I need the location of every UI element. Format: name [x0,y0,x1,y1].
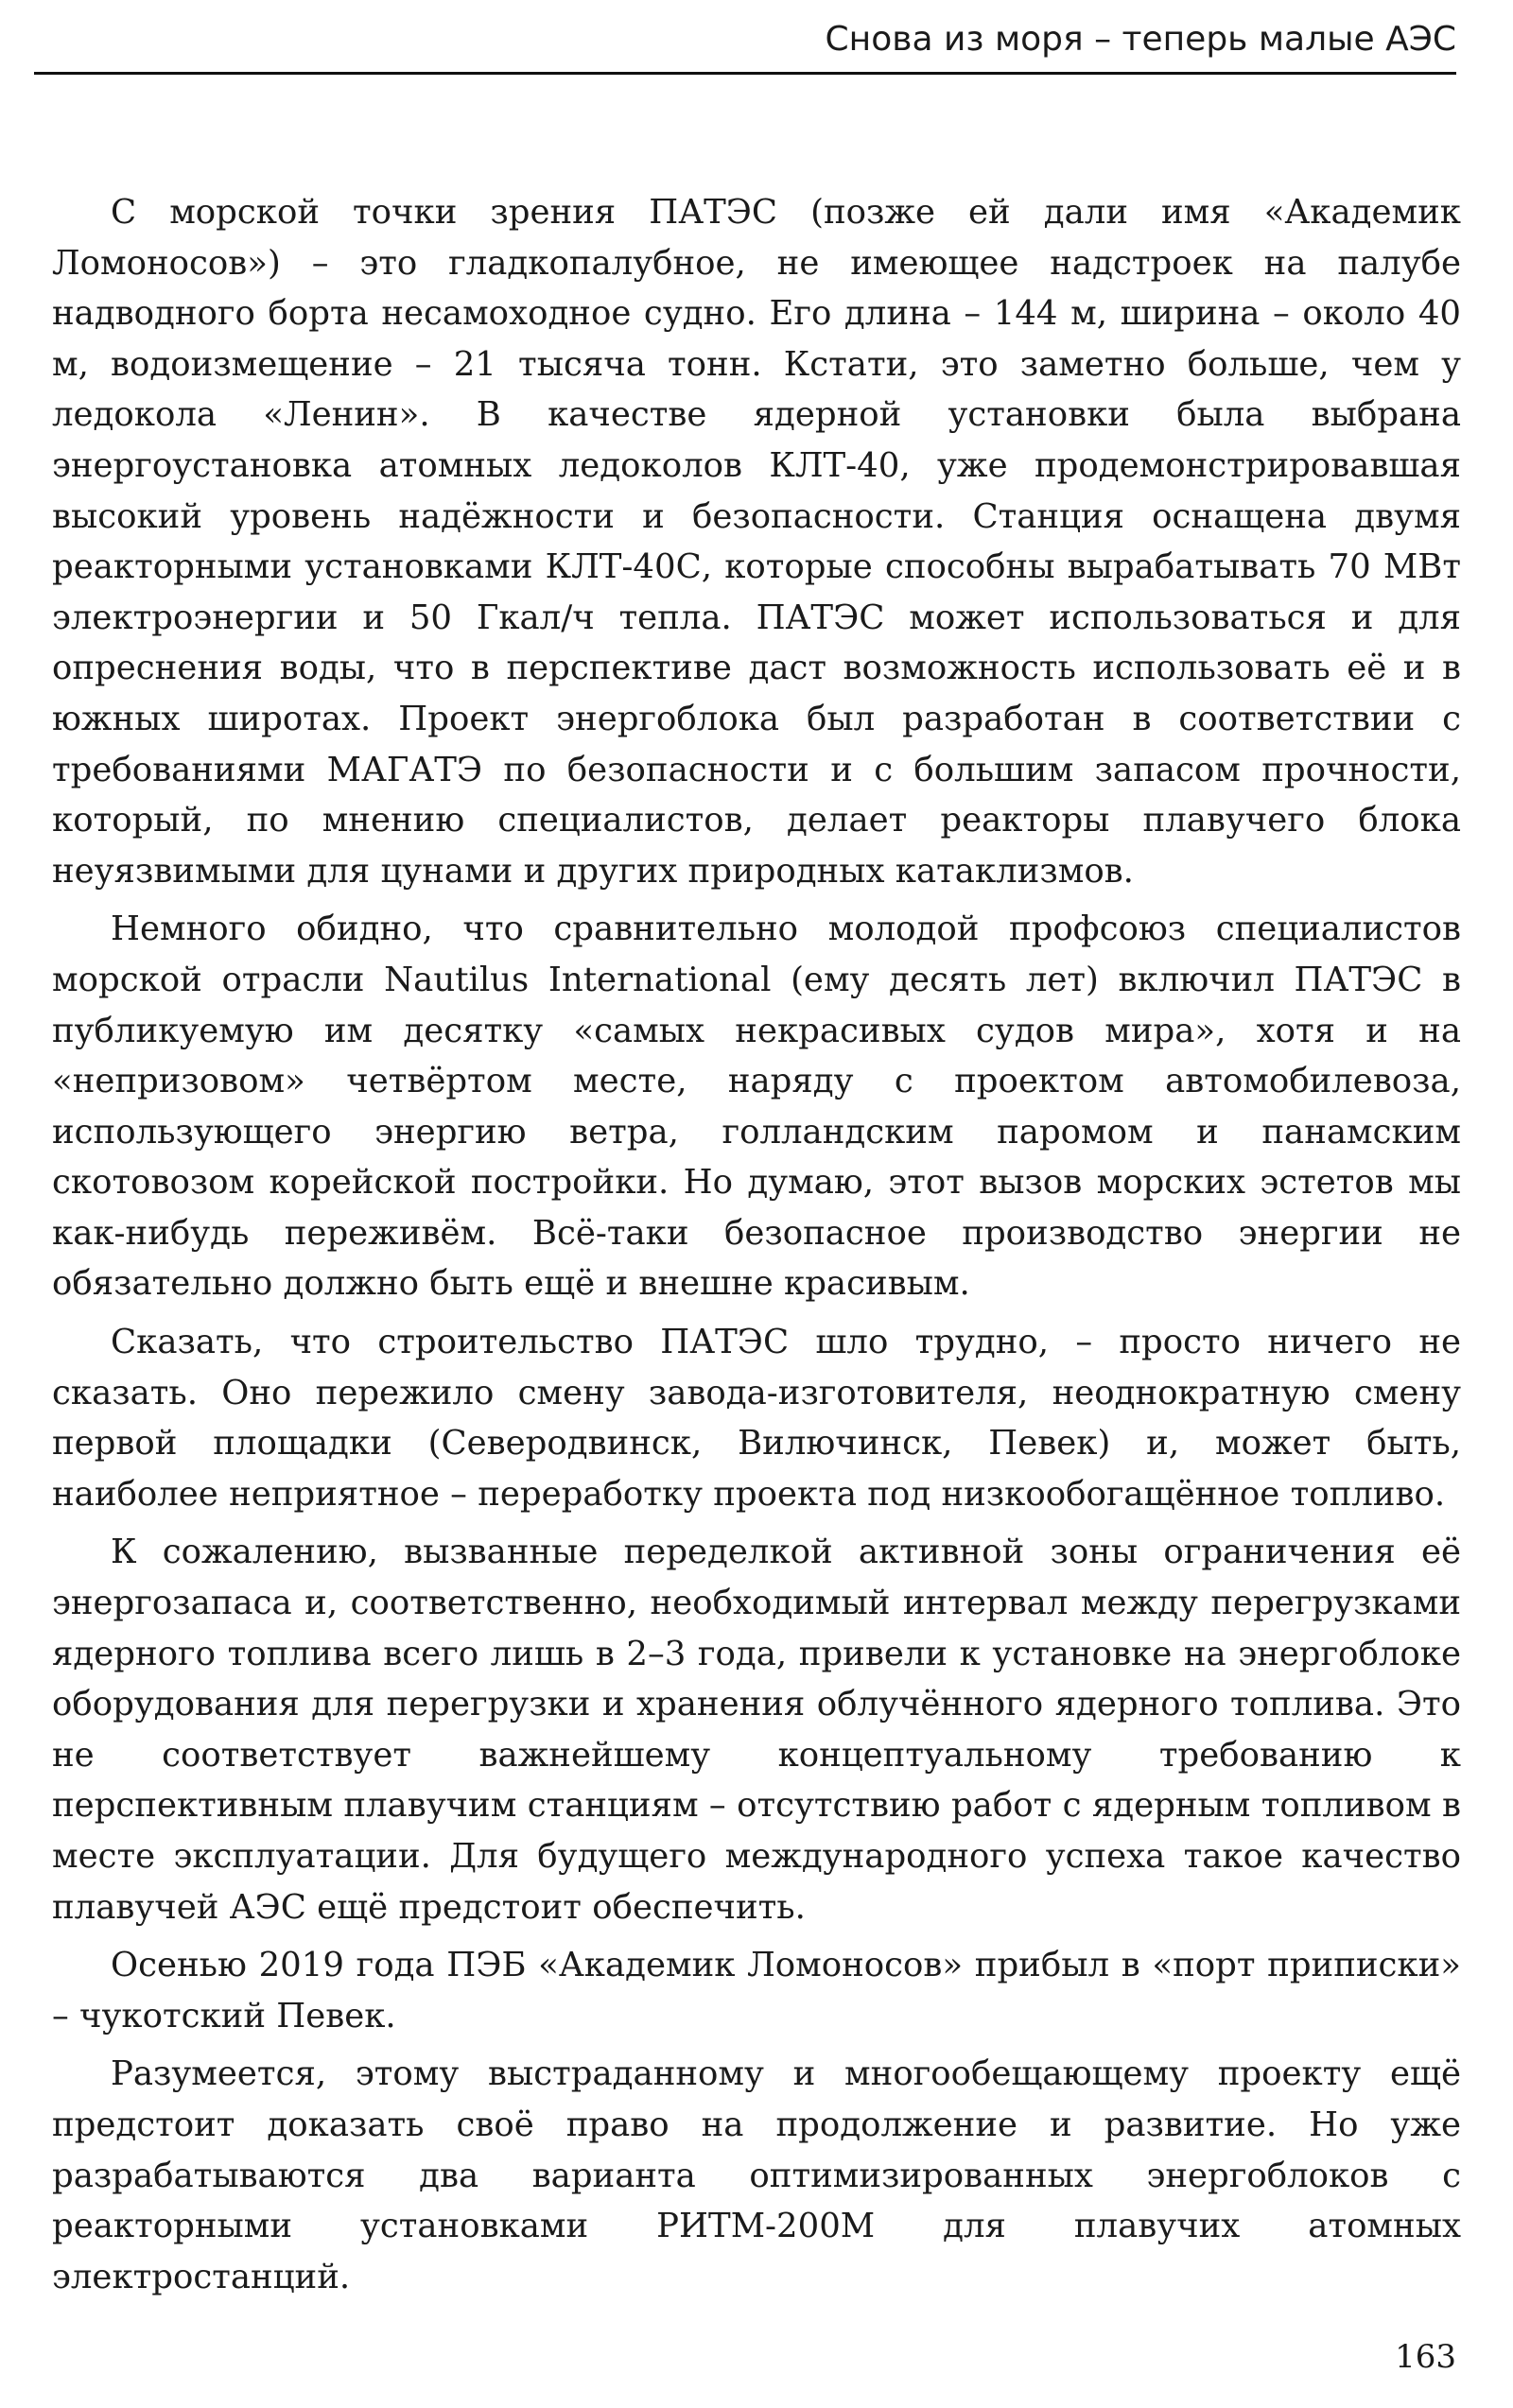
page-body [52,187,1461,2302]
running-title: Снова из моря – теперь малые АЭС [825,20,1456,59]
running-header [34,13,1456,75]
paragraph: С морской точки зрения ПАТЭС (позже ей дали имя «Академик Ломоносов») – это гладкопалубное, не имеющее надстроек на палубе надводного борта несамоходное судно. Его длина – 144 м, ширина – около 40 м, водоизмещение – 21 тысяча тонн. Кстати, это заметно больше, чем у ледокола «Ленин». В качестве ядерной установки была выбрана энергоустановка атомных ледоколов КЛТ-40, уже продемонстрировавшая высокий уровень надёжности и безопасности. Станция оснащена двумя реакторными установками КЛТ-40С, которые способны вырабатывать 70 МВт электроэнергии и 50 Гкал/ч тепла. ПАТЭС может использоваться и для опреснения воды, что в перспективе даст возможность использовать её и в южных широтах. Проект энергоблока был разработан в соответствии с требованиями МАГАТЭ по безопасности и с большим запасом прочности, который, по мнению специалистов, делает реакторы плавучего блока неуязвимыми для цунами и других природных катаклизмов. [52,193,1461,891]
paragraph: Осенью 2019 года ПЭБ «Академик Ломоносов» прибыл в «порт приписки» – чукотский Певек. [52,1946,1461,2036]
paragraph: Немного обидно, что сравнительно молодой профсоюз специалистов морской отрасли Nautilus International (ему десять лет) включил ПАТЭС в публикуемую им десятку «самых некрасивых судов мира», хотя и на «непризовом» четвёртом месте, наряду с проектом автомобилевоза, использующего энергию ветра, голландским паромом и панамским скотовозом корейской постройки. Но думаю, этот вызов морских эстетов мы как-нибудь переживём. Всё-таки безопасное производство энергии не обязательно должно быть ещё и внешне красивым. [52,909,1461,1304]
paragraph: К сожалению, вызванные переделкой активной зоны ограничения её энергозапаса и, соответственно, необходимый интервал между перегрузками ядерного топлива всего лишь в 2–3 года, привели к установке на энергоблоке оборудования для перегрузки и хранения облучённого ядерного топлива. Это не соответствует важнейшему концептуальному требованию к перспективным плавучим станциям – отсутствию работ с ядерным топливом в месте эксплуатации. Для будущего международного успеха такое качество плавучей АЭС ещё предстоит обеспечить. [52,1533,1461,1927]
page-number: 163 [1395,2338,1456,2376]
paragraph: Разумеется, этому выстраданному и многообещающему проекту ещё предстоит доказать своё право на продолжение и развитие. Но уже разрабатываются два варианта оптимизированных энергоблоков с реакторными установками РИТМ-200М для плавучих атомных электростанций. [52,2054,1461,2296]
paragraph: Сказать, что строительство ПАТЭС шло трудно, – просто ничего не сказать. Оно пережило смену завода-изготовителя, неоднократную смену первой площадки (Северодвинск, Вилючинск, Певек) и, может быть, наиболее неприятное – переработку проекта под низкообогащённое топливо. [52,1323,1461,1514]
